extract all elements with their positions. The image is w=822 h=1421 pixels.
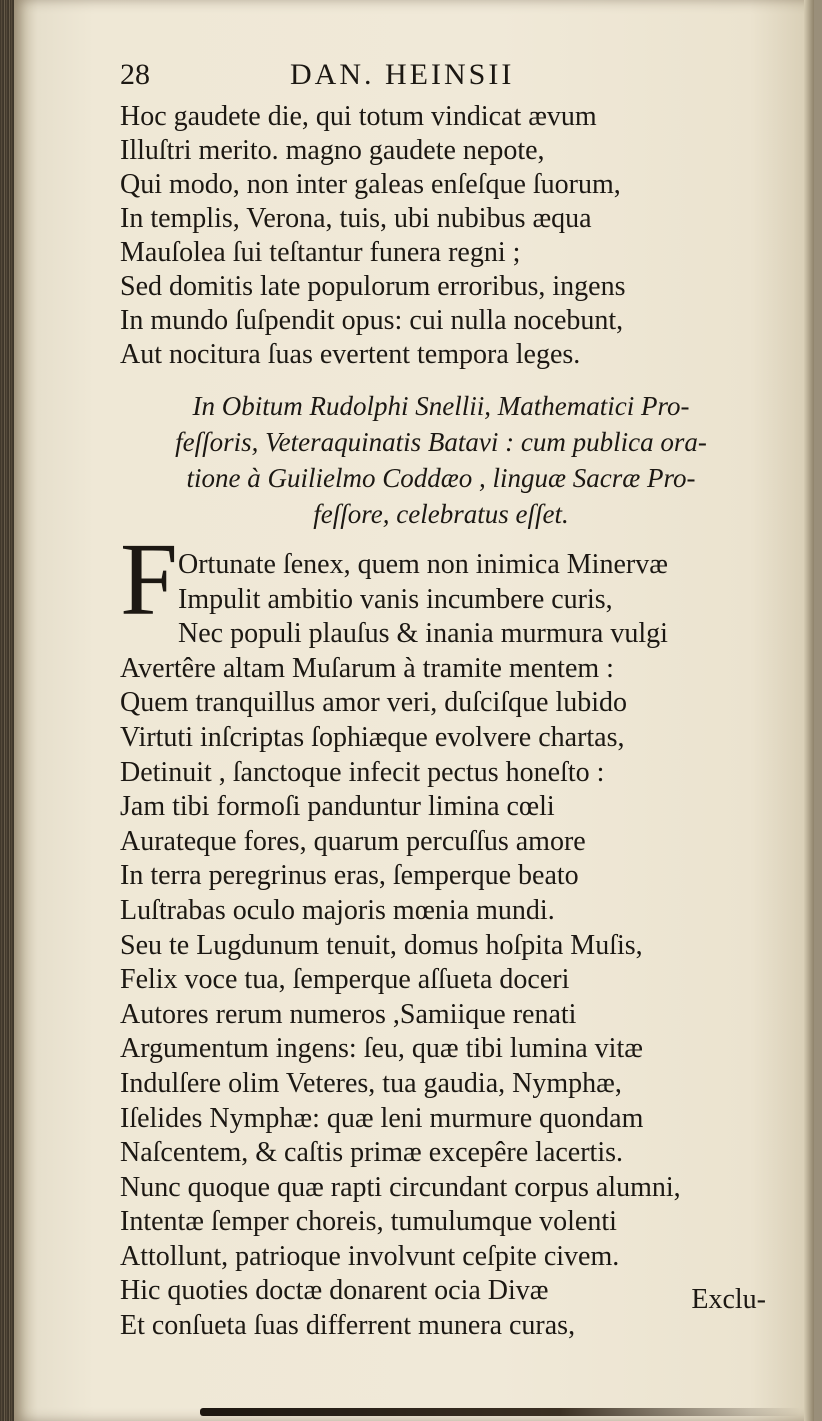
poem-line: Felix voce tua, ſemperque aſſueta doceri	[120, 964, 570, 996]
poem-line: Avertêre altam Muſarum à tramite mentem :	[120, 652, 614, 684]
drop-cap: F	[120, 522, 178, 637]
verse-line: Hoc gaudete die, qui totum vindicat ævum	[120, 101, 597, 132]
poem-line: Seu te Lugdunum tenuit, domus hoſpita Muſis,	[120, 929, 643, 961]
verse-line: Illuſtri merito. magno gaudete nepote,	[120, 135, 545, 166]
poem-line: Argumentum ingens: ſeu, quæ tibi lumina vitæ	[120, 1033, 643, 1065]
poem-line: Ortunate ſenex, quem non inimica Minervæ	[178, 549, 668, 580]
page-edge	[804, 0, 814, 1421]
title-line: In Obitum Rudolphi Snellii, Mathematici Pro-	[192, 391, 690, 421]
poem-line: Indulſere olim Veteres, tua gaudia, Nymphæ,	[120, 1067, 622, 1099]
running-head: DAN. HEINSII	[290, 58, 515, 91]
poem-line: Aurateque fores, quarum percuſſus amore	[120, 825, 586, 857]
poem-line: Quem tranquillus amor veri, duſciſque lubido	[120, 687, 628, 719]
poem-line: Impulit ambitio vanis incumbere curis,	[178, 583, 613, 615]
page-bottom-shadow	[200, 1408, 800, 1416]
poem-line: In terra peregrinus eras, ſemperque beato	[120, 860, 579, 892]
verse-line: Aut nocitura ſuas evertent tempora leges.	[120, 339, 581, 370]
poem-line: Nunc quoque quæ rapti circundant corpus alumni,	[120, 1171, 681, 1203]
poem-line: Virtuti inſcriptas ſophiæque evolvere chartas,	[120, 721, 625, 753]
title-line: feſſoris, Veteraquinatis Batavi : cum publica ora-	[175, 427, 707, 457]
poem-line: Detinuit , ſanctoque infecit pectus honeſto :	[120, 756, 605, 788]
poem-line: Autores rerum numeros ,Samiique renati	[120, 998, 577, 1030]
page-header	[120, 58, 740, 98]
title-line: tione à Guilielmo Coddæo , linguæ Sacræ Pro-	[186, 463, 696, 493]
verse-line: Qui modo, non inter galeas enſeſque ſuorum,	[120, 169, 621, 200]
verse-line: In templis, Verona, tuis, ubi nubibus æqua	[120, 203, 592, 234]
poem-line: Iſelides Nymphæ: quæ leni murmure quondam	[120, 1102, 644, 1134]
poem-line: Hic quoties doctæ donarent ocia Divæ	[120, 1275, 549, 1307]
verse-line: Mauſolea ſui teſtantur funera regni ;	[120, 237, 521, 268]
poem-line: Nec populi plauſus & inania murmura vulgi	[178, 618, 668, 650]
poem-body	[120, 548, 780, 1344]
verse-line: Sed domitis late populorum erroribus, ingens	[120, 271, 626, 302]
poem-line: Luſtrabas oculo majoris mœnia mundi.	[120, 894, 555, 926]
verse-line: In mundo ſuſpendit opus: cui nulla nocebunt,	[120, 305, 624, 336]
poem-line: Attollunt, patrioque involvunt ceſpite civem.	[120, 1240, 620, 1272]
poem-line: Naſcentem, & caſtis primæ excepêre lacertis.	[120, 1137, 624, 1169]
poem-line: Jam tibi formoſi panduntur limina cœli	[120, 791, 555, 823]
catchword: Exclu-	[691, 1284, 766, 1315]
top-verse	[120, 100, 780, 372]
poem-line: Et conſueta ſuas differrent munera curas,	[120, 1310, 576, 1342]
poem-title	[118, 388, 764, 532]
title-line: feſſore, celebratus eſſet.	[313, 499, 569, 529]
poem-line: Intentæ ſemper choreis, tumulumque volenti	[120, 1206, 617, 1238]
page-number: 28	[120, 58, 150, 91]
